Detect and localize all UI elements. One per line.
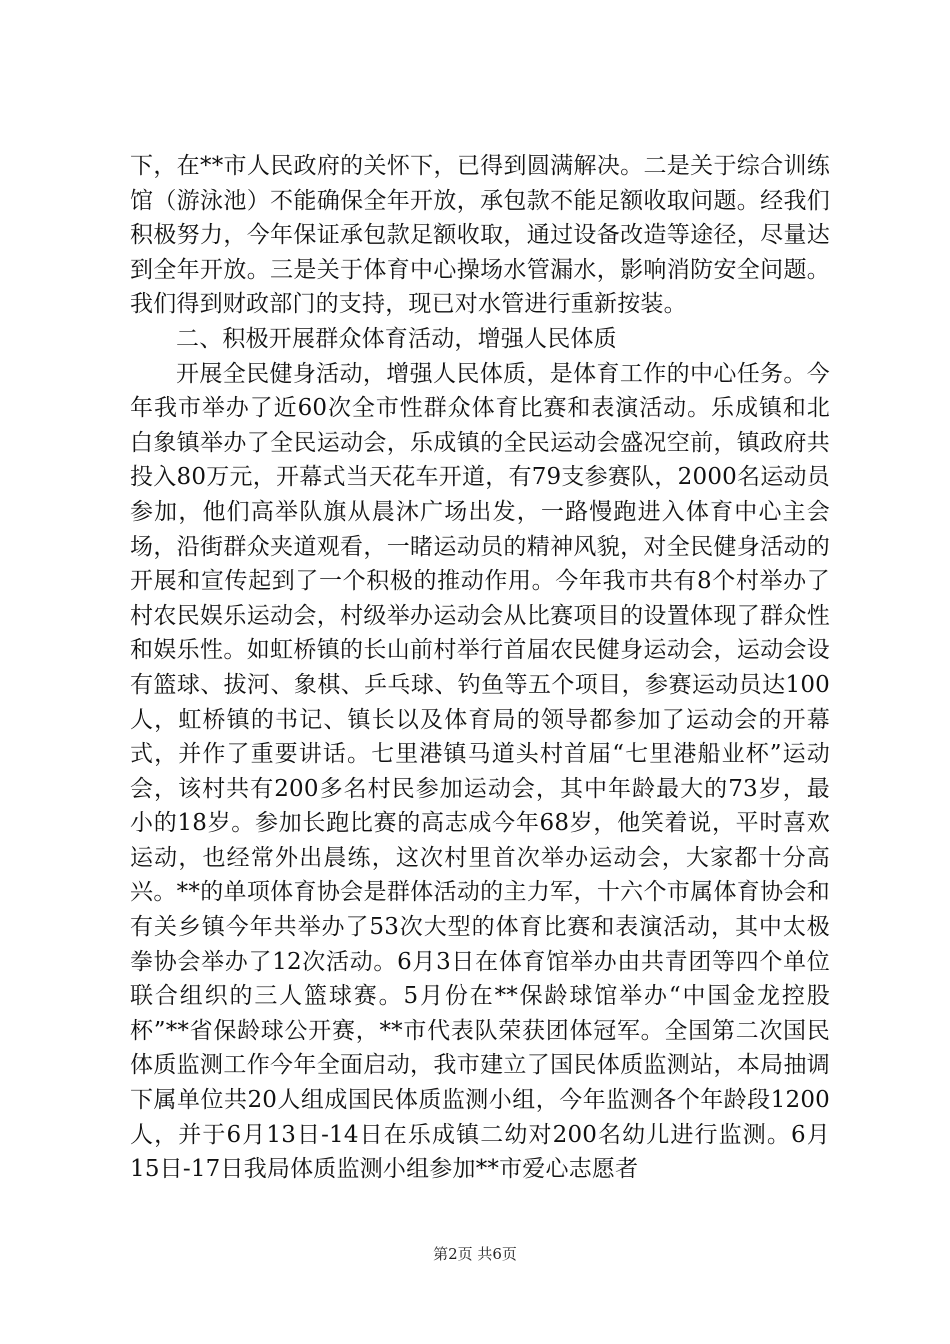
paragraph-continued: 下，在**市人民政府的关怀下，已得到圆满解决。二是关于综合训练馆（游泳池）不能确保全年开放，承包款不能足额收取问题。经我们积极努力，今年保证承包款足额收取，通过设备改造等途径，尽量达到全年开放。三是关于体育中心操场水管漏水，影响消防安全问题。我们得到财政部门的支持，现已对水管进行重新按装。: [130, 153, 830, 318]
document-body: [130, 149, 830, 1187]
paragraph-mass-sports: 开展全民健身活动，增强人民体质，是体育工作的中心任务。今年我市举办了近60次全市性群众体育比赛和表演活动。乐成镇和北白象镇举办了全民运动会，乐成镇的全民运动会盛况空前，镇政府共投入80万元，开幕式当天花车开道，有79支参赛队，2000名运动员参加，他们高举队旗从晨沐广场出发，一路慢跑进入体育中心主会场，沿街群众夹道观看，一睹运动员的精神风貌，对全民健身活动的开展和宣传起到了一个积极的推动作用。今年我市共有8个村举办了村农民娱乐运动会，村级举办运动会从比赛项目的设置体现了群众性和娱乐性。如虹桥镇的长山前村举行首届农民健身运动会，运动会设有篮球、拔河、象棋、乒乓球、钓鱼等五个项目，参赛运动员达100人，虹桥镇的书记、镇长以及体育局的领导都参加了运动会的开幕式，并作了重要讲话。七里港镇马道头村首届“七里港船业杯”运动会，该村共有200多名村民参加运动会，其中年龄最大的73岁，最小的18岁。参加长跑比赛的高志成今年68岁，他笑着说，平时喜欢运动，也经常外出晨练，这次村里首次举办运动会，大家都十分高兴。**的单项体育协会是群体活动的主力军，十六个市属体育协会和有关乡镇今年共举办了53次大型的体育比赛和表演活动，其中太极拳协会举办了12次活动。6月3日在体育馆举办由共青团等四个单位联合组织的三人篮球赛。5月份在**保龄球馆举办“中国金龙控股杯”**省保龄球公开赛，**市代表队荣获团体冠军。全国第二次国民体质监测工作今年全面启动，我市建立了国民体质监测站，本局抽调下属单位共20人组成国民体质监测小组，今年监测各个年龄段1200人，并于6月13日-14日在乐成镇二幼对200名幼儿进行监测。6月15日-17日我局体质监测小组参加**市爱心志愿者: [130, 360, 830, 1183]
section-heading: 二、积极开展群众体育活动，增强人民体质: [176, 325, 617, 352]
page-number-label: 第2页 共6页: [433, 1245, 517, 1263]
page-footer: [0, 1243, 950, 1264]
